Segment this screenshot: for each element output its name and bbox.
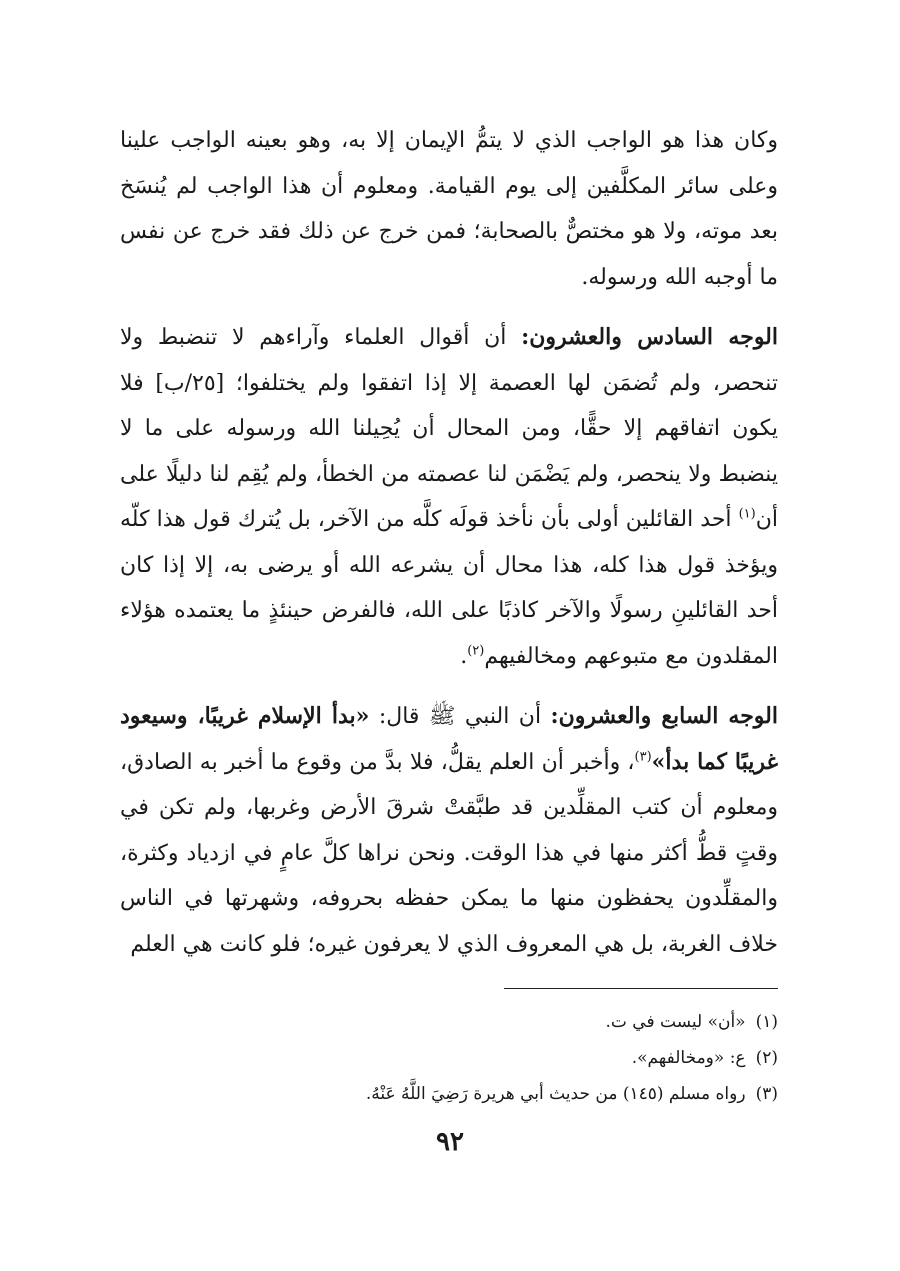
footnote-ref-1[interactable]: (١) [738, 506, 756, 522]
footnote-text: رواه مسلم (١٤٥) من حديث أبي هريرة رَضِيَ اللَّهُ عَنْهُ. [365, 1084, 746, 1104]
footnote-text: «أن» ليست في ت. [605, 1012, 746, 1032]
footnote-number: (١) [755, 1012, 778, 1032]
footnote-number: (٢) [755, 1048, 778, 1068]
paragraph-2 [120, 315, 778, 679]
page-number: ٩٢ [436, 1127, 464, 1157]
footnote-2 [150, 1040, 778, 1076]
section-heading-27: الوجه السابع والعشرون: [550, 703, 778, 729]
paragraph-2-text-a: أن أقوال العلماء وآراءهم لا تنضبط ولا تنحصر، ولم تُضمَن لها العصمة إلا إذا اتفقوا ولم يختلفوا؛ [٢٥/ب] فلا يكون اتفاقهم إلا حقًّا، ومن المحال أن يُحِيلنا الله ورسوله على ما لا ينضبط ولا ينحصر، ولم يَضْمَن لنا عصمته من الخطأ، ولم يُقِم لنا دليلًا على أن [120, 325, 778, 532]
paragraph-2-text-b: أحد القائلين أولى بأن نأخذ قولَه كلَّه من الآخر، بل يُترك قول هذا كلّه ويؤخذ قول هذا كله، هذا محال أن يشرعه الله أو يرضى به، إلا إذا كان أحد القائلينِ رسولًا والآخر كاذبًا على الله، فالفرض حينئذٍ ما يعتمده هؤلاء المقلدون مع متبوعهم ومخالفيهم [120, 507, 778, 669]
paragraph-3-text-a: أن النبي ﷺ قال: [369, 704, 551, 729]
footnote-text: ع: «ومخالفهم». [631, 1048, 746, 1068]
hadith-quote: «بدأ الإسلام غريبًا، وسيعود غريبًا كما بدأ» [120, 703, 778, 775]
footnote-number: (٣) [755, 1084, 778, 1104]
footnote-divider [504, 988, 778, 989]
footnote-ref-2[interactable]: (٢) [467, 643, 485, 659]
paragraph-1 [120, 118, 778, 300]
paragraph-1-text: وكان هذا هو الواجب الذي لا يتمُّ الإيمان إلا به، وهو بعينه الواجب علينا وعلى سائر المكلَّفين إلى يوم القيامة. ومعلوم أن هذا الواجب لم يُنسَخ بعد موته، ولا هو مختصٌّ بالصحابة؛ فمن خرج عن ذلك فقد خرج عن نفس ما أوجبه الله ورسوله. [120, 128, 778, 290]
paragraph-3 [120, 694, 778, 967]
paragraph-3-text-b: ، وأخبر أن العلم يقلُّ، فلا بدَّ من وقوع ما أخبر به الصادق، ومعلوم أن كتب المقلِّدين قد طبَّقتْ شرقَ الأرض وغربها، ولم تكن في وقتٍ قطُّ أكثر منها في هذا الوقت. ونحن نراها كلَّ عامٍ في ازدياد وكثرة، والمقلِّدون يحفظون منها ما يمكن حفظه بحروفه، وشهرتها في الناس خلاف الغربة، بل هي المعروف الذي لا يعرفون غيره؛ فلو كانت هي العلم [120, 749, 778, 957]
main-text [120, 118, 778, 967]
footnotes [150, 1004, 778, 1112]
section-heading-26: الوجه السادس والعشرون: [521, 324, 778, 350]
paragraph-2-text-c: . [460, 643, 468, 669]
footnote-1 [150, 1004, 778, 1040]
footnote-ref-3[interactable]: (٣) [634, 749, 652, 765]
footnote-3 [150, 1076, 778, 1112]
